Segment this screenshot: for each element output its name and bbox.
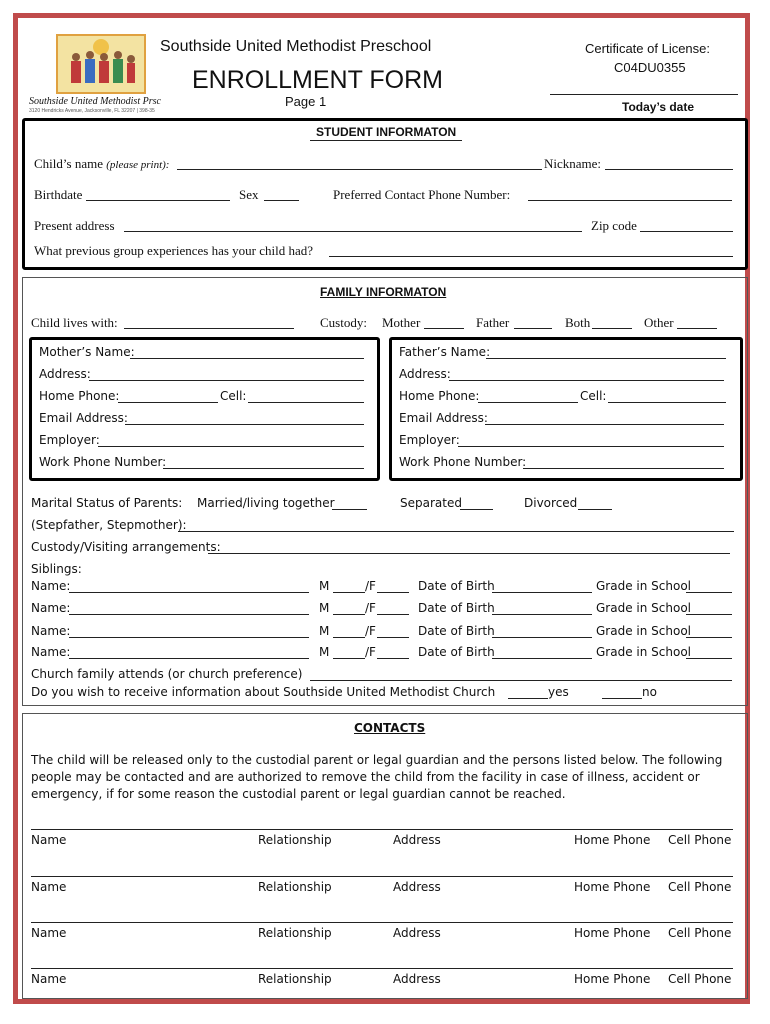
sibling-name-field[interactable] [69,637,309,638]
custody-mother: Mother [382,315,421,330]
sibling-f-field[interactable] [377,658,409,659]
birthdate-label: Birthdate [34,187,83,202]
license-number: C04DU0355 [614,60,686,75]
sex-label: Sex [239,187,259,202]
sibling-dob-field[interactable] [492,658,592,659]
contact-name-label: Name [31,880,67,894]
sibling-m-label: M [319,579,330,593]
sibling-dob-label: Date of Birth [418,624,495,638]
phone-label: Preferred Contact Phone Number: [333,187,511,202]
father-cell-field[interactable] [608,402,726,403]
no-field[interactable] [602,698,642,699]
father-employer-label: Employer: [399,433,460,447]
sibling-dob-label: Date of Birth [418,601,495,615]
mother-name-field[interactable] [130,358,364,359]
father-email-field[interactable] [485,424,724,425]
sibling-dob-label: Date of Birth [418,579,495,593]
sibling-f-field[interactable] [377,637,409,638]
lives-with-field[interactable] [124,328,294,329]
contact-name-label: Name [31,972,67,986]
sibling-m-field[interactable] [333,614,365,615]
mother-cell-field[interactable] [248,402,364,403]
step-label: (Stepfather, Stepmother): [31,518,187,532]
sibling-f-field[interactable] [377,592,409,593]
sibling-m-label: M [319,645,330,659]
custody-arrangements-label: Custody/Visiting arrangements: [31,540,221,554]
father-home-phone-label: Home Phone: [399,389,480,403]
address-label: Present address [34,218,115,233]
student-heading-underline [310,140,462,141]
sibling-name-field[interactable] [69,658,309,659]
contact-name-label: Name [31,833,67,847]
mother-work-phone-label: Work Phone Number: [39,455,167,469]
mother-work-phone-field[interactable] [163,468,364,469]
contact-cell-label: Cell Phone [668,833,732,847]
married-option: Married/living together [197,496,335,510]
family-heading: FAMILY INFORMATON [320,285,447,299]
contact-line[interactable] [31,922,733,923]
birthdate-field[interactable] [86,200,230,201]
sibling-f-label: /F [365,645,376,659]
married-field[interactable] [332,509,367,510]
sibling-f-label: /F [365,601,376,615]
contacts-heading: CONTACTS [354,721,426,735]
contact-home-label: Home Phone [574,972,651,986]
mother-email-field[interactable] [125,424,364,425]
experience-field[interactable] [329,256,733,257]
contact-cell-label: Cell Phone [668,880,732,894]
contact-name-label: Name [31,926,67,940]
sibling-m-label: M [319,624,330,638]
mother-address-field[interactable] [89,380,364,381]
sibling-dob-label: Date of Birth [418,645,495,659]
sibling-m-field[interactable] [333,592,365,593]
mother-home-phone-label: Home Phone: [39,389,120,403]
sibling-dob-field[interactable] [492,637,592,638]
sex-field[interactable] [264,200,299,201]
contact-line[interactable] [31,829,733,830]
marital-label: Marital Status of Parents: [31,496,183,510]
father-address-field[interactable] [449,380,724,381]
lives-with-label: Child lives with: [31,315,118,330]
logo-address: 3120 Hendricks Avenue, Jacksonville, FL 32207 | 398-35 [29,108,155,114]
custody-mother-field[interactable] [424,328,464,329]
sibling-name-label: Name: [31,624,71,638]
sibling-dob-field[interactable] [492,592,592,593]
divorced-option: Divorced [524,496,578,510]
yes-field[interactable] [508,698,548,699]
school-name: Southside United Methodist Preschool [160,38,432,55]
contact-line[interactable] [31,968,733,969]
sibling-grade-field[interactable] [686,592,732,593]
address-field[interactable] [124,231,582,232]
sibling-name-field[interactable] [69,614,309,615]
father-employer-field[interactable] [458,446,724,447]
step-field[interactable] [178,531,734,532]
separated-option: Separated [400,496,462,510]
logo-caption: Southside United Methodist Prsc [29,96,161,107]
sibling-m-field[interactable] [333,658,365,659]
mother-name-label: Mother’s Name: [39,345,135,359]
custody-label: Custody: [320,315,367,330]
contact-line[interactable] [31,876,733,877]
student-heading: STUDENT INFORMATON [316,125,457,139]
mother-email-label: Email Address: [39,411,128,425]
father-email-label: Email Address: [399,411,488,425]
sibling-name-field[interactable] [69,592,309,593]
sibling-grade-label: Grade in School [596,645,691,659]
child-name-field[interactable] [177,169,542,170]
custody-other: Other [644,315,674,330]
contact-relationship-label: Relationship [258,926,332,940]
zip-label: Zip code [591,218,637,233]
sibling-name-label: Name: [31,645,71,659]
contact-cell-label: Cell Phone [668,972,732,986]
contact-relationship-label: Relationship [258,880,332,894]
sibling-f-label: /F [365,624,376,638]
contact-home-label: Home Phone [574,880,651,894]
custody-father: Father [476,315,510,330]
page-label: Page 1 [285,94,327,109]
mother-address-label: Address: [39,367,91,381]
date-line[interactable] [550,94,738,95]
sibling-name-label: Name: [31,579,71,593]
custody-both: Both [565,315,591,330]
contact-relationship-label: Relationship [258,833,332,847]
church-field[interactable] [310,680,732,681]
license-label: Certificate of License: [585,41,711,56]
father-cell-label: Cell: [580,389,607,403]
contact-address-label: Address [393,972,441,986]
school-logo [55,33,147,95]
yes-label: yes [548,685,569,699]
sibling-grade-field[interactable] [686,658,732,659]
father-work-phone-field[interactable] [523,468,724,469]
sibling-f-field[interactable] [377,614,409,615]
phone-field[interactable] [528,200,732,201]
date-label: Today’s date [622,100,695,114]
child-name-label: Child’s name (please print): [34,156,170,171]
divorced-field[interactable] [578,509,612,510]
sibling-grade-field[interactable] [686,614,732,615]
mother-employer-field[interactable] [98,446,364,447]
siblings-label: Siblings: [31,562,82,576]
custody-both-field[interactable] [592,328,632,329]
contact-home-label: Home Phone [574,926,651,940]
custody-arrangements-field[interactable] [208,553,730,554]
contact-home-label: Home Phone [574,833,651,847]
father-work-phone-label: Work Phone Number: [399,455,527,469]
sibling-grade-label: Grade in School [596,624,691,638]
experience-label: What previous group experiences has your child had? [34,243,314,258]
nickname-label: Nickname: [544,156,602,171]
custody-father-field[interactable] [514,328,552,329]
sibling-m-field[interactable] [333,637,365,638]
sibling-grade-field[interactable] [686,637,732,638]
sibling-grade-label: Grade in School [596,601,691,615]
contact-address-label: Address [393,880,441,894]
sibling-name-label: Name: [31,601,71,615]
church-info-label: Do you wish to receive information about Southside United Methodist Church [31,685,496,699]
separated-field[interactable] [460,509,493,510]
custody-other-field[interactable] [677,328,717,329]
form-title: ENROLLMENT FORM [192,66,443,94]
father-home-phone-field[interactable] [478,402,578,403]
contact-address-label: Address [393,926,441,940]
church-label: Church family attends (or church preference) [31,667,303,681]
sibling-m-label: M [319,601,330,615]
father-address-label: Address: [399,367,451,381]
zip-field[interactable] [640,231,733,232]
mother-cell-label: Cell: [220,389,247,403]
sibling-dob-field[interactable] [492,614,592,615]
mother-home-phone-field[interactable] [118,402,218,403]
father-name-field[interactable] [486,358,726,359]
father-name-label: Father’s Name: [399,345,491,359]
sibling-f-label: /F [365,579,376,593]
contact-relationship-label: Relationship [258,972,332,986]
contact-address-label: Address [393,833,441,847]
mother-employer-label: Employer: [39,433,100,447]
contacts-paragraph: The child will be released only to the custodial parent or legal guardian and the persons listed below. The following people may be contacted and are authorized to remove the child from the facility in case of illness, accident or emergency, if for some reason the custodial parent or legal guardian cannot be reached. [31,753,723,801]
contact-cell-label: Cell Phone [668,926,732,940]
no-label: no [642,685,657,699]
nickname-field[interactable] [605,169,733,170]
sibling-grade-label: Grade in School [596,579,691,593]
